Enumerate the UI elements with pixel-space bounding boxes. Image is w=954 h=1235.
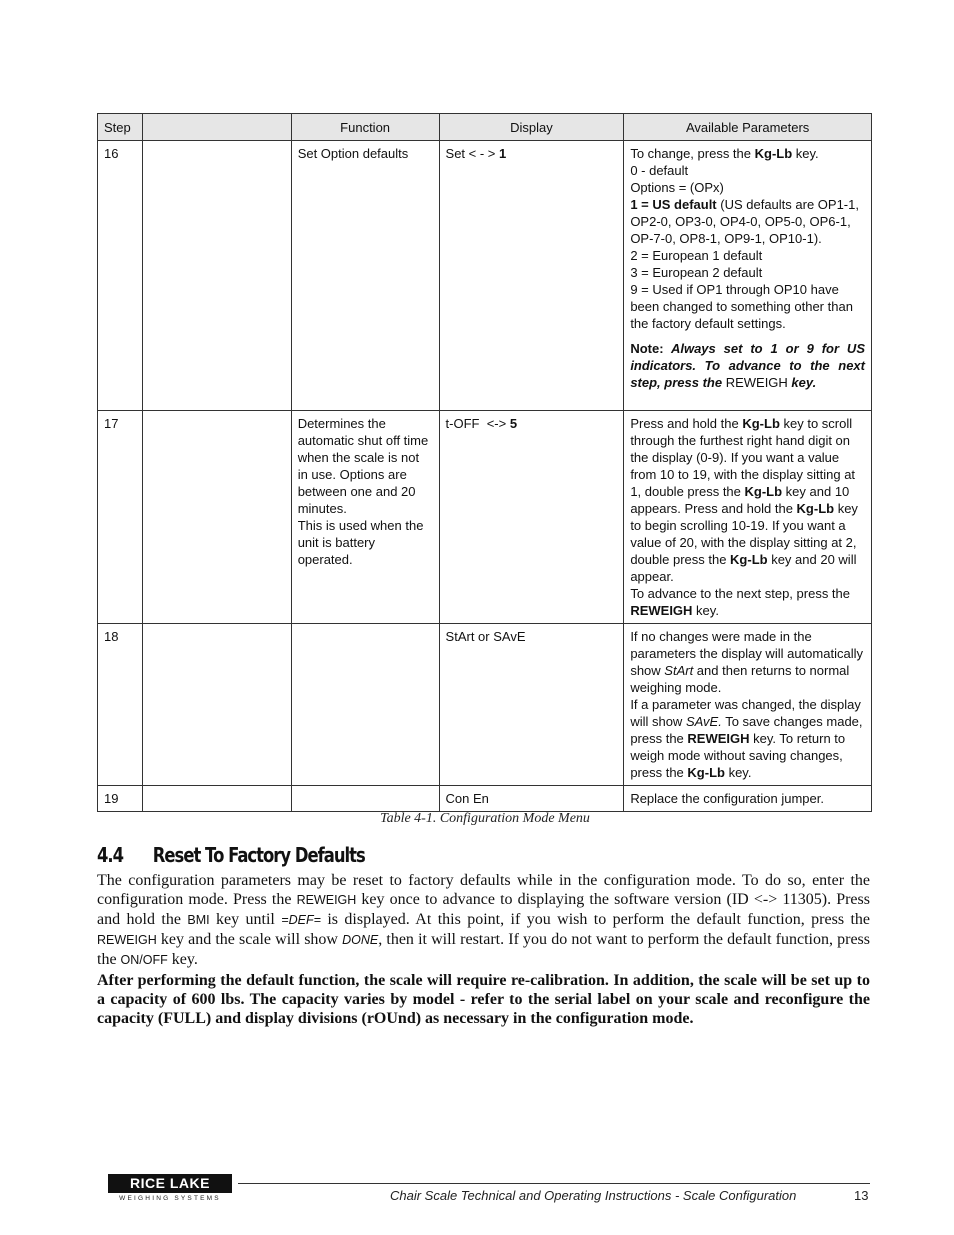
param-line: 9 = Used if OP1 through OP10 have been changed to something other than the factory default settings. bbox=[630, 282, 853, 331]
display-text: Con En bbox=[445, 791, 489, 806]
display-text: Set < - > bbox=[445, 146, 500, 161]
step-cell: 17 bbox=[98, 411, 143, 624]
warning-paragraph: After performing the default function, the scale will require re-calibration. In addition, the scale will be set up to a capacity of 600 lbs. The capacity varies by model - refer to the serial label on your scale and reconfigure the capacity (FULL) and display divisions (rOUnd) as necessary in the configuration mode. bbox=[97, 972, 870, 1027]
rice-lake-logo bbox=[108, 1174, 232, 1204]
section-heading bbox=[97, 843, 365, 867]
param-line: If no changes were made in the parameters the display will automatically show StArt and then returns to normal weighing mode. bbox=[630, 629, 863, 695]
param-line: 2 = European 1 default bbox=[630, 248, 763, 263]
table-caption: Table 4-1. Configuration Mode Menu bbox=[380, 811, 590, 826]
param-line: Options = (OPx) bbox=[630, 180, 724, 195]
display-cell bbox=[439, 411, 624, 624]
display-text: t-OFF <-> bbox=[445, 416, 510, 431]
footer-title: Chair Scale Technical and Operating Instructions - Scale Configuration bbox=[390, 1188, 797, 1203]
param-line: 3 = European 2 default bbox=[630, 265, 763, 280]
header-blank bbox=[142, 114, 291, 141]
function-cell bbox=[291, 786, 439, 812]
section-title: Reset To Factory Defaults bbox=[152, 843, 365, 867]
header-parameters: Available Parameters bbox=[624, 114, 872, 141]
param-line: To change, press the Kg-Lb key. bbox=[630, 146, 819, 161]
logo-wordmark: RICE LAKE bbox=[108, 1174, 232, 1193]
table-row bbox=[98, 411, 872, 624]
page-number: 13 bbox=[854, 1188, 869, 1203]
table-row bbox=[98, 786, 872, 812]
parameters-cell bbox=[624, 411, 872, 624]
parameters-cell bbox=[624, 141, 872, 411]
display-cell bbox=[439, 624, 624, 786]
body-paragraph: The configuration parameters may be reset to factory defaults while in the configuration mode. To do so, enter the configuration mode. Press the REWEIGH key once to advance to displaying the software version (ID <-> 11305). Press and hold the BMI key until =DEF= is displayed. At this point, if you wish to perform the default function, press the REWEIGH key and the scale will show DONE, then it will restart. If you do not want to perform the default function, press the ON/OFF key. bbox=[97, 872, 871, 968]
table-row bbox=[98, 141, 872, 411]
configuration-menu-table bbox=[97, 113, 872, 812]
step-cell: 16 bbox=[98, 141, 143, 411]
footer-rule bbox=[238, 1183, 870, 1184]
param-line: To advance to the next step, press the REWEIGH key. bbox=[630, 586, 851, 618]
note: Note: Always set to 1 or 9 for US indicators. To advance to the next step, press the REWEIGH key. bbox=[630, 341, 865, 390]
display-value: 5 bbox=[509, 416, 518, 431]
function-cell bbox=[291, 624, 439, 786]
function-cell: Determines the automatic shut off time when the scale is not in use. Options are between one and 20 minutes. This is used when the unit is battery operated. bbox=[291, 411, 439, 624]
display-value: 1 bbox=[499, 146, 507, 161]
parameters-cell bbox=[624, 624, 872, 786]
blank-cell bbox=[142, 624, 291, 786]
table-header-row bbox=[98, 114, 872, 141]
header-display: Display bbox=[439, 114, 624, 141]
function-cell: Set Option defaults bbox=[291, 141, 439, 411]
param-line: Press and hold the Kg-Lb key to scroll through the furthest right hand digit on the display (0-9). If you want a value from 10 to 19, with the display sitting at 1, double press the Kg-Lb key and 10 appears. Press and hold the Kg-Lb key to begin scrolling 10-19. If you want a value of 20, with the display sitting at 2, double press the Kg-Lb key and 20 will appear. bbox=[630, 416, 858, 584]
display-cell bbox=[439, 786, 624, 812]
step-cell: 18 bbox=[98, 624, 143, 786]
section-number: 4.4 bbox=[97, 843, 124, 867]
blank-cell bbox=[142, 411, 291, 624]
header-step: Step bbox=[98, 114, 143, 141]
param-line: 1 = US default (US defaults are OP1-1, OP2-0, OP3-0, OP4-0, OP5-0, OP6-1, OP-7-0, OP8-1, OP9-1, OP10-1). bbox=[630, 197, 859, 246]
logo-subtitle: WEIGHING SYSTEMS bbox=[119, 1195, 221, 1202]
parameters-cell: Replace the configuration jumper. bbox=[624, 786, 872, 812]
step-cell: 19 bbox=[98, 786, 143, 812]
blank-cell bbox=[142, 786, 291, 812]
param-line: If a parameter was changed, the display will show SAvE. To save changes made, press the REWEIGH key. To return to weigh mode without saving changes, press the Kg-Lb key. bbox=[630, 697, 863, 780]
display-cell bbox=[439, 141, 624, 411]
table-row bbox=[98, 624, 872, 786]
blank-cell bbox=[142, 141, 291, 411]
header-function: Function bbox=[291, 114, 439, 141]
display-text: StArt or SAvE bbox=[445, 629, 526, 644]
param-line: 0 - default bbox=[630, 163, 689, 178]
